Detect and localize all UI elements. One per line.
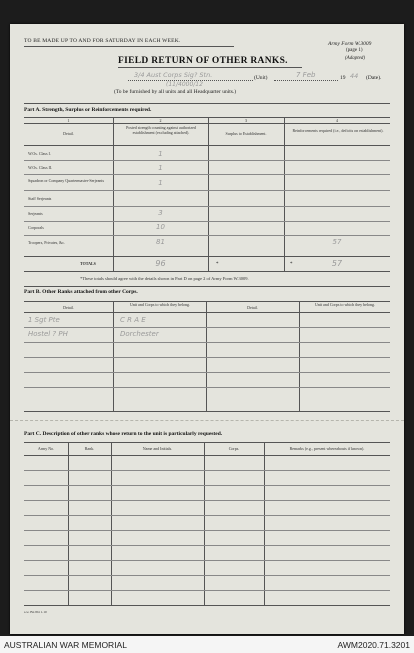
partC-vline-3 (204, 442, 205, 605)
row-rule (24, 545, 390, 546)
partA-header-rule (24, 145, 390, 146)
print-code: s.w. Bn 8bi 1.10 (24, 610, 47, 614)
partC-header-corps: Corps. (228, 446, 240, 451)
row-rule (24, 342, 390, 343)
partA-header-posted: Posted strength counting against authorized establishment (excluding attached). (126, 125, 196, 135)
archive-footer (0, 636, 414, 653)
hw-posted-wo2: 1 (158, 164, 163, 172)
row-label-wo2: W.Os. Class II. (28, 165, 53, 170)
partA-rows-bottom (24, 256, 390, 257)
date-line (274, 80, 338, 81)
partB-header-unit-1: Unit and Corps to which they belong. (129, 302, 191, 307)
row-rule (24, 235, 390, 236)
row-label-serjeants: Serjeants (28, 211, 43, 216)
handwritten-year: 44 (350, 72, 359, 80)
row-rule (24, 515, 390, 516)
form-number: Army Form W.3009 (328, 41, 372, 47)
hw-reinforcements-troopers: 57 (332, 238, 342, 246)
partC-header-remarks: Remarks (e.g., present whereabouts if known). (289, 446, 365, 451)
hw-total-posted: 96 (155, 259, 166, 268)
title-underline (118, 67, 302, 68)
row-rule (24, 221, 390, 222)
handwritten-unit: 3/4 Aust Corps Sig? Stn. (134, 71, 213, 79)
row-rule (24, 575, 390, 576)
row-label-wo1: W.Os. Class I. (28, 151, 51, 156)
partB-top-rule (24, 286, 390, 287)
weekly-instruction: TO BE MADE UP TO AND FOR SATURDAY IN EACH WEEK. (24, 38, 181, 44)
row-rule (24, 206, 390, 207)
partA-vline-2 (208, 117, 209, 271)
row-label-cqms: Squadron or Company Quartermaster-Serjeants (28, 178, 105, 183)
handwritten-unit-ref: (11/4000/12 (166, 81, 203, 88)
hw-partB-detail-2: Hostel ? PH (28, 330, 68, 338)
row-rule (24, 190, 390, 191)
totals-label: TOTALS (80, 261, 96, 266)
partB-vline-3 (299, 301, 300, 411)
unit-label: (Unit) (254, 75, 268, 81)
partA-header-reinforcements: Reinforcements required (i.e., deficits on establishment). (292, 128, 384, 133)
partC-table-top (24, 442, 390, 443)
partB-header-unit-2: Unit and Corps to which they belong. (314, 302, 376, 307)
partC-table-bottom (24, 605, 390, 606)
hw-posted-troopers: 81 (156, 238, 165, 246)
form-adapted: (Adapted) (345, 56, 365, 61)
hw-posted-wo1: 1 (158, 150, 163, 158)
partA-top-rule (24, 103, 390, 104)
partC-title: Part C. Description of other ranks whose return to the unit is particularly requested. (24, 431, 223, 437)
row-rule (24, 160, 390, 161)
partB-header-detail-2: Detail. (247, 305, 258, 310)
row-label-staff-serjeants: Staff Serjeants (28, 196, 52, 201)
partB-vline-2 (206, 301, 207, 411)
row-rule (24, 590, 390, 591)
row-rule (24, 357, 390, 358)
row-rule (24, 327, 390, 328)
partB-table-bottom (24, 411, 390, 412)
hw-posted-cqms: 1 (158, 179, 163, 187)
hw-posted-corporals: 10 (156, 223, 165, 231)
date-year-prefix: 19 (340, 75, 346, 81)
partA-header-detail: Detail. (63, 131, 74, 136)
partC-header-name: Name and Initials. (142, 446, 173, 451)
partA-colnum-4: 4 (336, 118, 338, 123)
partA-header-surplus: Surplus to Establishment. (225, 131, 267, 136)
footer-institution: AUSTRALIAN WAR MEMORIAL (4, 640, 127, 650)
partA-totals-note: *These totals should agree with the details shown in Part D on page 2 of Army Form W.3009. (80, 276, 249, 281)
partB-title: Part B. Other Ranks attached from other Corps. (24, 289, 138, 295)
partB-vline-1 (113, 301, 114, 411)
partB-header-detail-1: Detail. (63, 305, 74, 310)
partB-header-rule (24, 312, 390, 313)
row-rule (24, 387, 390, 388)
instruction-underline (24, 46, 234, 47)
partA-table-bottom (24, 271, 390, 272)
form-page-number: (page 1) (346, 48, 363, 53)
partA-colnum-3: 3 (245, 118, 247, 123)
paper-fold (10, 420, 404, 421)
partC-vline-1 (68, 442, 69, 605)
hw-partB-unit-2: Dorchester (120, 330, 159, 338)
hw-total-reinforcements: 57 (331, 259, 343, 268)
partC-header-rule (24, 455, 390, 456)
partA-colnum-1: 1 (67, 118, 70, 123)
partA-vline-1 (113, 117, 114, 271)
hw-partB-detail-1: 1 Sgt Pte (28, 316, 60, 324)
row-label-troopers: Troopers, Privates, &c. (28, 240, 66, 245)
hw-posted-serjeants: 3 (158, 209, 163, 217)
partC-header-rank: Rank. (84, 446, 95, 451)
row-rule (24, 372, 390, 373)
row-rule (24, 530, 390, 531)
row-rule (24, 174, 390, 175)
row-label-corporals: Corporals (28, 225, 44, 230)
partC-header-army-no: Army No. (37, 446, 55, 451)
form-page (10, 24, 404, 634)
total-reinforcements-star: * (290, 262, 293, 267)
hw-partB-unit-1: C R A E (120, 316, 146, 324)
partC-vline-2 (111, 442, 112, 605)
row-rule (24, 485, 390, 486)
partC-vline-4 (264, 442, 265, 605)
handwritten-date: 7 Feb (296, 71, 316, 79)
row-rule (24, 560, 390, 561)
row-rule (24, 470, 390, 471)
partA-title: Part A. Strength, Surplus or Reinforcements required. (24, 107, 152, 113)
partA-colnum-2: 2 (159, 118, 162, 123)
form-subtitle: (To be furnished by all units and all Headquarter units.) (114, 89, 237, 95)
partA-vline-3 (284, 117, 285, 271)
date-label: (Date). (366, 75, 382, 81)
total-surplus-star: * (216, 262, 219, 267)
footer-accession-number: AWM2020.71.3201 (337, 640, 410, 650)
partA-colnum-rule (24, 123, 390, 124)
form-title: FIELD RETURN OF OTHER RANKS. (118, 56, 288, 66)
row-rule (24, 500, 390, 501)
